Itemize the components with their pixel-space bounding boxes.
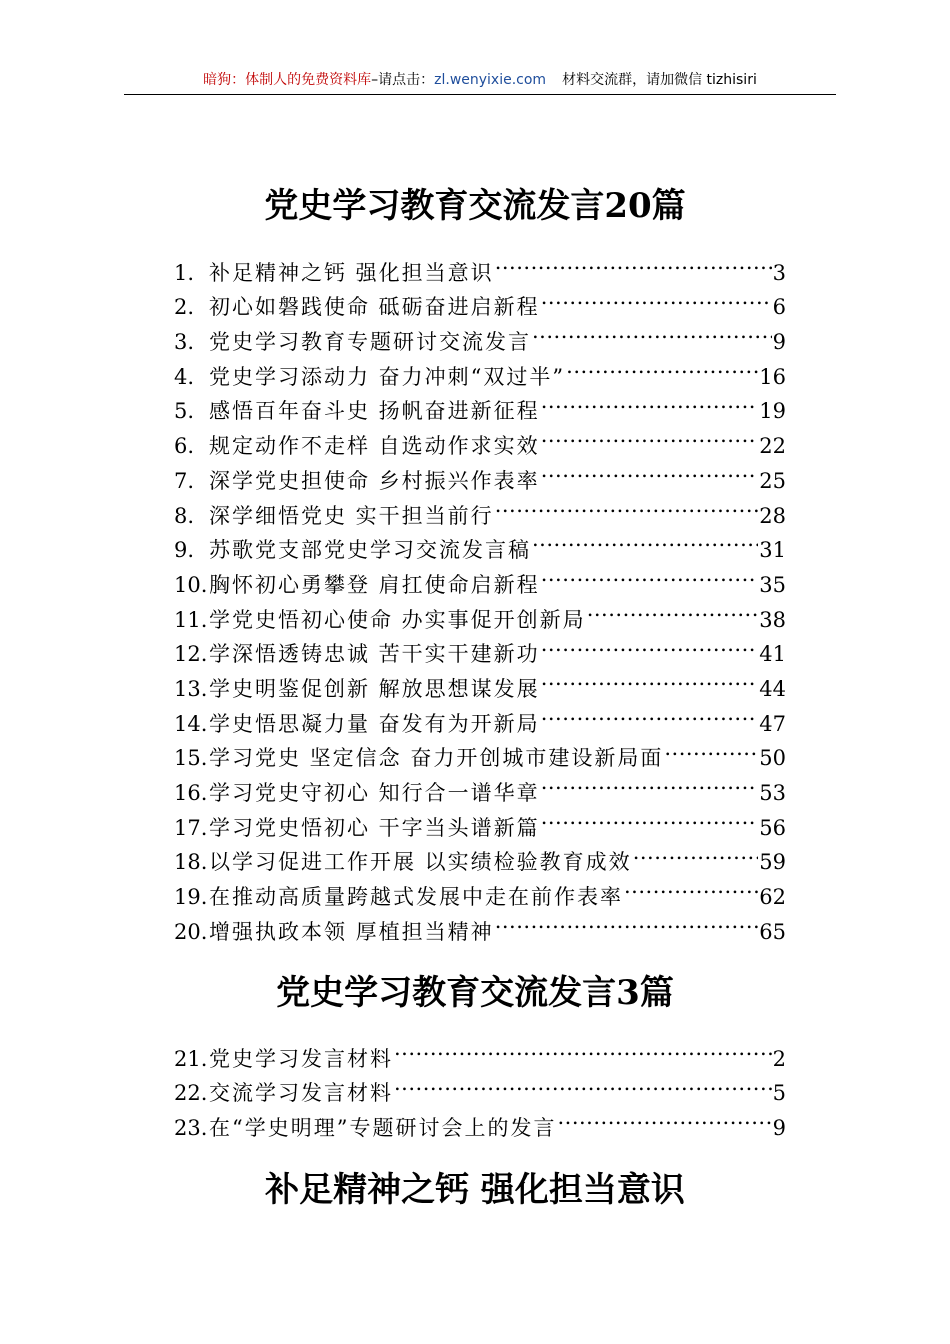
toc-entry-title: 补足精神之钙 强化担当意识	[209, 260, 494, 285]
toc-entry-page: 6	[772, 295, 786, 320]
toc-entry-page: 53	[759, 781, 786, 805]
toc-entry-number: 9.	[174, 538, 195, 563]
toc-entry-page: 50	[759, 746, 786, 771]
toc-entry-title: 初心如磐践使命 砥砺奋进启新程	[209, 295, 540, 320]
toc-entry-number: 14.	[174, 711, 208, 736]
toc-entry-page: 3	[772, 260, 786, 285]
toc-entry-title: 在“学史明理”专题研讨会上的发言	[209, 1116, 557, 1141]
toc-entry-page: 38	[759, 607, 786, 632]
toc-entry-page: 44	[759, 676, 786, 701]
toc-entry-number: 5.	[174, 399, 195, 424]
toc-dot-leader	[541, 661, 759, 696]
toc-entry-page: 25	[759, 468, 786, 493]
toc-entry-number: 11.	[174, 607, 208, 632]
toc-dot-leader	[557, 1100, 771, 1135]
toc-entry-page: 41	[759, 642, 786, 667]
toc-entry-number: 13.	[174, 676, 208, 701]
toc-entry-title: 党史学习添动力 奋力冲刺“双过半”	[209, 364, 566, 389]
toc-dot-leader	[566, 349, 758, 384]
toc-entry-page: 22	[759, 434, 786, 459]
toc-entry-title: 在推动高质量跨越式发展中走在前作表率	[209, 885, 623, 910]
toc-section1	[174, 245, 786, 944]
toc-dot-leader	[532, 314, 772, 349]
toc-entry-title: 学史明鉴促创新 解放思想谋发展	[209, 676, 540, 701]
section2-title: 党史学习教育交流发言3篇	[276, 973, 674, 1013]
toc-entry-title: 苏歌党支部党史学习交流发言稿	[209, 538, 531, 563]
toc-entry-number: 12.	[174, 642, 208, 667]
toc-entry-number: 16.	[174, 781, 208, 805]
toc-dot-leader	[541, 418, 759, 453]
toc-entry-title: 学史悟思凝力量 奋发有为开新局	[209, 711, 540, 736]
toc-entry-page: 47	[759, 711, 786, 736]
toc-dot-leader	[541, 280, 772, 315]
toc-dot-leader	[587, 592, 759, 627]
toc-entry-title: 学习党史 坚定信念 奋力开创城市建设新局面	[209, 746, 664, 771]
toc-dot-leader	[541, 384, 759, 419]
toc-entry-page: 19	[759, 399, 786, 424]
toc-entry-number: 22.	[174, 1081, 208, 1106]
toc-entry[interactable]	[174, 1031, 786, 1071]
toc-dot-leader	[664, 731, 758, 766]
toc-entry-page: 65	[759, 919, 786, 944]
toc-entry-title: 学习党史守初心 知行合一谱华章	[209, 781, 540, 805]
toc-entry-title: 深学党史担使命 乡村振兴作表率	[209, 468, 540, 493]
header-promo-text: 暗狗：体制人的免费资料库	[203, 72, 372, 88]
toc-dot-leader	[541, 800, 759, 835]
toc-entry-title: 感悟百年奋斗史 扬帆奋进新征程	[209, 399, 540, 424]
toc-entry-number: 18.	[174, 850, 208, 875]
section1-title: 党史学习教育交流发言20篇	[264, 186, 686, 226]
toc-entry-title: 学深悟透铸忠诚 苦干实干建新功	[209, 642, 540, 667]
toc-entry-number: 2.	[174, 295, 195, 320]
toc-dot-leader	[624, 869, 758, 904]
toc-entry-number: 20.	[174, 919, 208, 944]
toc-entry-page: 9	[772, 1116, 786, 1141]
toc-entry-number: 4.	[174, 364, 195, 389]
toc-entry-title: 党史学习发言材料	[209, 1046, 393, 1071]
toc-entry-page: 28	[759, 503, 786, 528]
toc-dot-leader	[541, 765, 759, 800]
toc-entry-title: 深学细悟党史 实干担当前行	[209, 503, 494, 528]
toc-dot-leader	[394, 1031, 772, 1066]
toc-entry-page: 35	[759, 572, 786, 597]
toc-entry-title: 学习党史悟初心 干字当头谱新篇	[209, 815, 540, 840]
toc-dot-leader	[541, 557, 759, 592]
toc-entry-number: 3.	[174, 330, 195, 355]
toc-entry-page: 59	[759, 850, 786, 875]
toc-entry-number: 15.	[174, 746, 208, 771]
toc-entry-title: 规定动作不走样 自选动作求实效	[209, 434, 540, 459]
toc-entry-number: 8.	[174, 503, 195, 528]
toc-entry-page: 16	[759, 364, 786, 389]
toc-entry-page: 5	[772, 1081, 786, 1106]
article-title: 补足精神之钙 强化担当意识	[265, 1170, 685, 1210]
toc-entry-number: 10.	[174, 572, 208, 597]
toc-dot-leader	[394, 1066, 772, 1101]
toc-entry-title: 学党史悟初心使命 办实事促开创新局	[209, 607, 586, 632]
toc-dot-leader	[541, 696, 759, 731]
header-wechat-text: 材料交流群，请加微信 tizhisiri	[562, 72, 757, 88]
toc-entry-page: 62	[759, 885, 786, 910]
toc-dot-leader	[532, 523, 758, 558]
toc-entry-number: 19.	[174, 885, 208, 910]
toc-dot-leader	[495, 488, 759, 523]
toc-entry-title: 增强执政本领 厚植担当精神	[209, 919, 494, 944]
toc-entry-number: 7.	[174, 468, 195, 493]
toc-entry-title: 以学习促进工作开展 以实绩检验教育成效	[209, 850, 632, 875]
toc-entry-number: 21.	[174, 1046, 208, 1071]
toc-entry-number: 6.	[174, 434, 195, 459]
toc-section2	[174, 1031, 786, 1141]
header-click-prefix: –请点击：	[371, 72, 435, 88]
toc-entry-title: 党史学习教育专题研讨交流发言	[209, 330, 531, 355]
header-url-link[interactable]: zl.wenyixie.com	[434, 72, 547, 88]
toc-dot-leader	[495, 904, 759, 939]
toc-entry-page: 2	[772, 1046, 786, 1071]
toc-dot-leader	[541, 627, 759, 662]
toc-entry-title: 交流学习发言材料	[209, 1081, 393, 1106]
page-header	[124, 70, 836, 95]
toc-dot-leader	[541, 453, 759, 488]
toc-entry-title: 胸怀初心勇攀登 肩扛使命启新程	[209, 572, 540, 597]
toc-entry-number: 17.	[174, 815, 208, 840]
toc-entry[interactable]	[174, 245, 786, 285]
toc-dot-leader	[633, 835, 759, 870]
toc-entry-page: 56	[759, 815, 786, 840]
toc-entry-page: 31	[759, 538, 786, 563]
toc-entry-page: 9	[772, 330, 786, 355]
toc-dot-leader	[495, 245, 772, 280]
toc-entry-number: 23.	[174, 1116, 208, 1141]
toc-entry-number: 1.	[174, 260, 195, 285]
